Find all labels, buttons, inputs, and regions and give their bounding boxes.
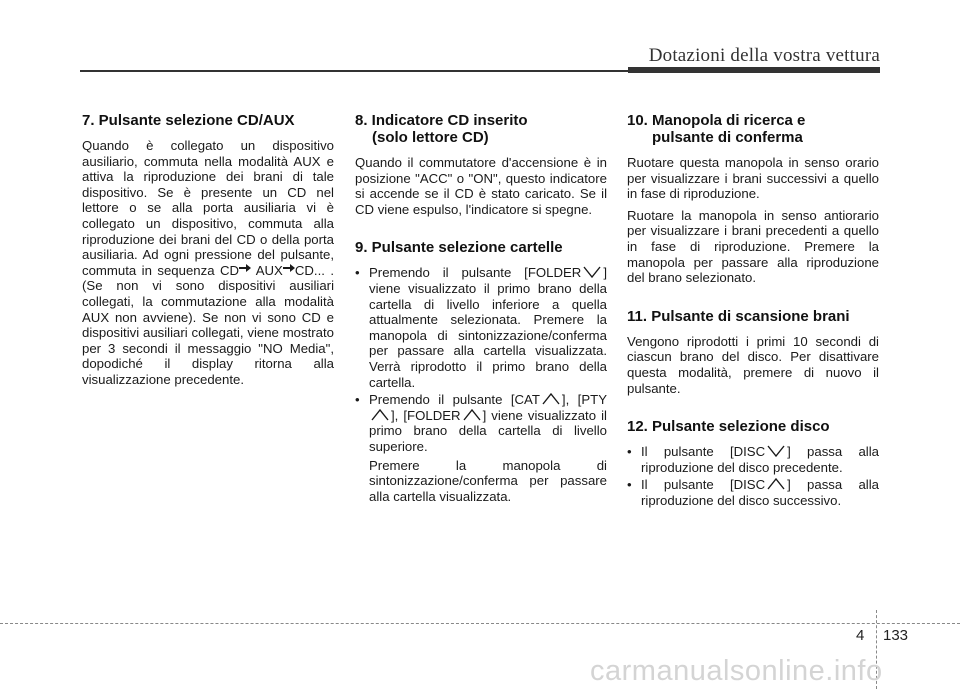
section-heading-10-line2: pulsante di conferma [652,129,803,146]
list-item-text: ], [FOLDER [391,407,461,423]
list-item-subtext: Premere la manopola di sintonizzazione/conferma per passare alla cartella visualizzata. [369,457,607,504]
arrow-right-icon [239,263,251,273]
column-3 [627,112,879,511]
watermark: carmanualsonline.info [590,655,883,687]
column-1 [82,112,334,394]
section-10-body-2: Ruotare la manopola in senso antiorario per visualizzare i brani precedenti a quello in fase di riproduzione. Premere la manopola per passare alla riproduzione del brano selezionato. [627,207,879,286]
section-7-body [82,138,334,388]
list-item [355,392,607,504]
section-7-text-a: Quando è collegato un dispositivo ausiliario, commuta nella modalità AUX e attiva la riproduzione dei brani di tale dispositivo. Se è presente un CD nel lettore o se alla porta ausiliaria vi è collegato un dispositivo, commuta alla riproduzione dei brani del CD o della porta ausiliaria. Ad ogni pressione del pulsante, commuta in sequenza CD [82,138,334,278]
column-2 [355,112,607,506]
section-heading-11: 11. Pulsante di scansione brani [627,307,850,325]
list-item-text: ] passa alla riproduzione del disco successivo. [641,477,879,508]
section-heading-8 [355,112,607,146]
list-item-text: ], [PTY [561,392,607,408]
list-item-text: Premendo il pulsante [CAT [369,392,540,408]
section-heading-9: 9. Pulsante selezione cartelle [355,239,563,257]
page-header-title: Dotazioni della vostra vettura [648,45,880,66]
page-number: 133 [883,627,909,644]
list-item [627,444,879,475]
arrow-right-icon [283,263,295,273]
chapter-number: 4 [856,627,865,644]
section-7-text-b: AUX [255,262,283,278]
section-7-text-c: CD... . (Se non vi sono dispositivi ausiliari collegati, la commutazione alla modalità AUX non avviene). Se non vi sono CD e dispositivi ausiliari collegati, viene mostrato per 3 secondi il messaggio "NO Media", dopodiché il display ritorna alla visualizzazione precedente. [82,262,334,387]
list-item-text: ] viene visualizzato il primo brano della cartella di livello superiore. [369,407,607,454]
section-9-list [355,265,607,504]
list-item-text: ] viene visualizzato il primo brano della cartella di livello inferiore a quella attualmente selezionata. Premere la manopola di sintonizzazione/conferma per passare alla cartella visualizzata. Verrà riprodotto il primo brano della cartella. [369,265,607,390]
chevron-down-icon [765,444,787,458]
section-10-body-1: Ruotare questa manopola in senso orario per visualizzare i brani successivi a quello in fase di riproduzione. [627,155,879,202]
list-item [627,477,879,508]
section-11-body: Vengono riprodotti i primi 10 secondi di ciascun brano del disco. Per disattivare questa modalità, premere di nuovo il pulsante. [627,333,879,396]
section-heading-8-line1: 8. Indicatore CD inserito [355,112,528,129]
section-8-body: Quando il commutatore d'accensione è in posizione "ACC" o "ON", questo indicatore si accende se il CD è stato caricato. Se il CD viene espulso, l'indicatore si spegne. [355,155,607,217]
section-heading-12: 12. Pulsante selezione disco [627,418,830,436]
section-heading-10-line1: 10. Manopola di ricerca e [627,112,806,129]
chevron-up-icon [369,408,391,422]
list-item-text: ] passa alla riproduzione del disco precedente. [641,444,879,475]
chevron-up-icon [461,408,483,422]
chevron-up-icon [540,392,562,406]
list-item-text: Premendo il pulsante [FOLDER [369,265,582,281]
chevron-up-icon [765,477,787,491]
section-12-list [627,444,879,508]
section-heading-7: 7. Pulsante selezione CD/AUX [82,112,295,129]
list-item-text: Il pulsante [DISC [641,477,766,493]
chevron-down-icon [581,265,603,279]
section-heading-8-line2: (solo lettore CD) [372,129,489,146]
section-heading-10 [627,112,879,146]
list-item-text: Il pulsante [DISC [641,444,766,460]
header-band [628,67,880,73]
footer-dashed-rule [0,623,960,624]
list-item [355,265,607,390]
